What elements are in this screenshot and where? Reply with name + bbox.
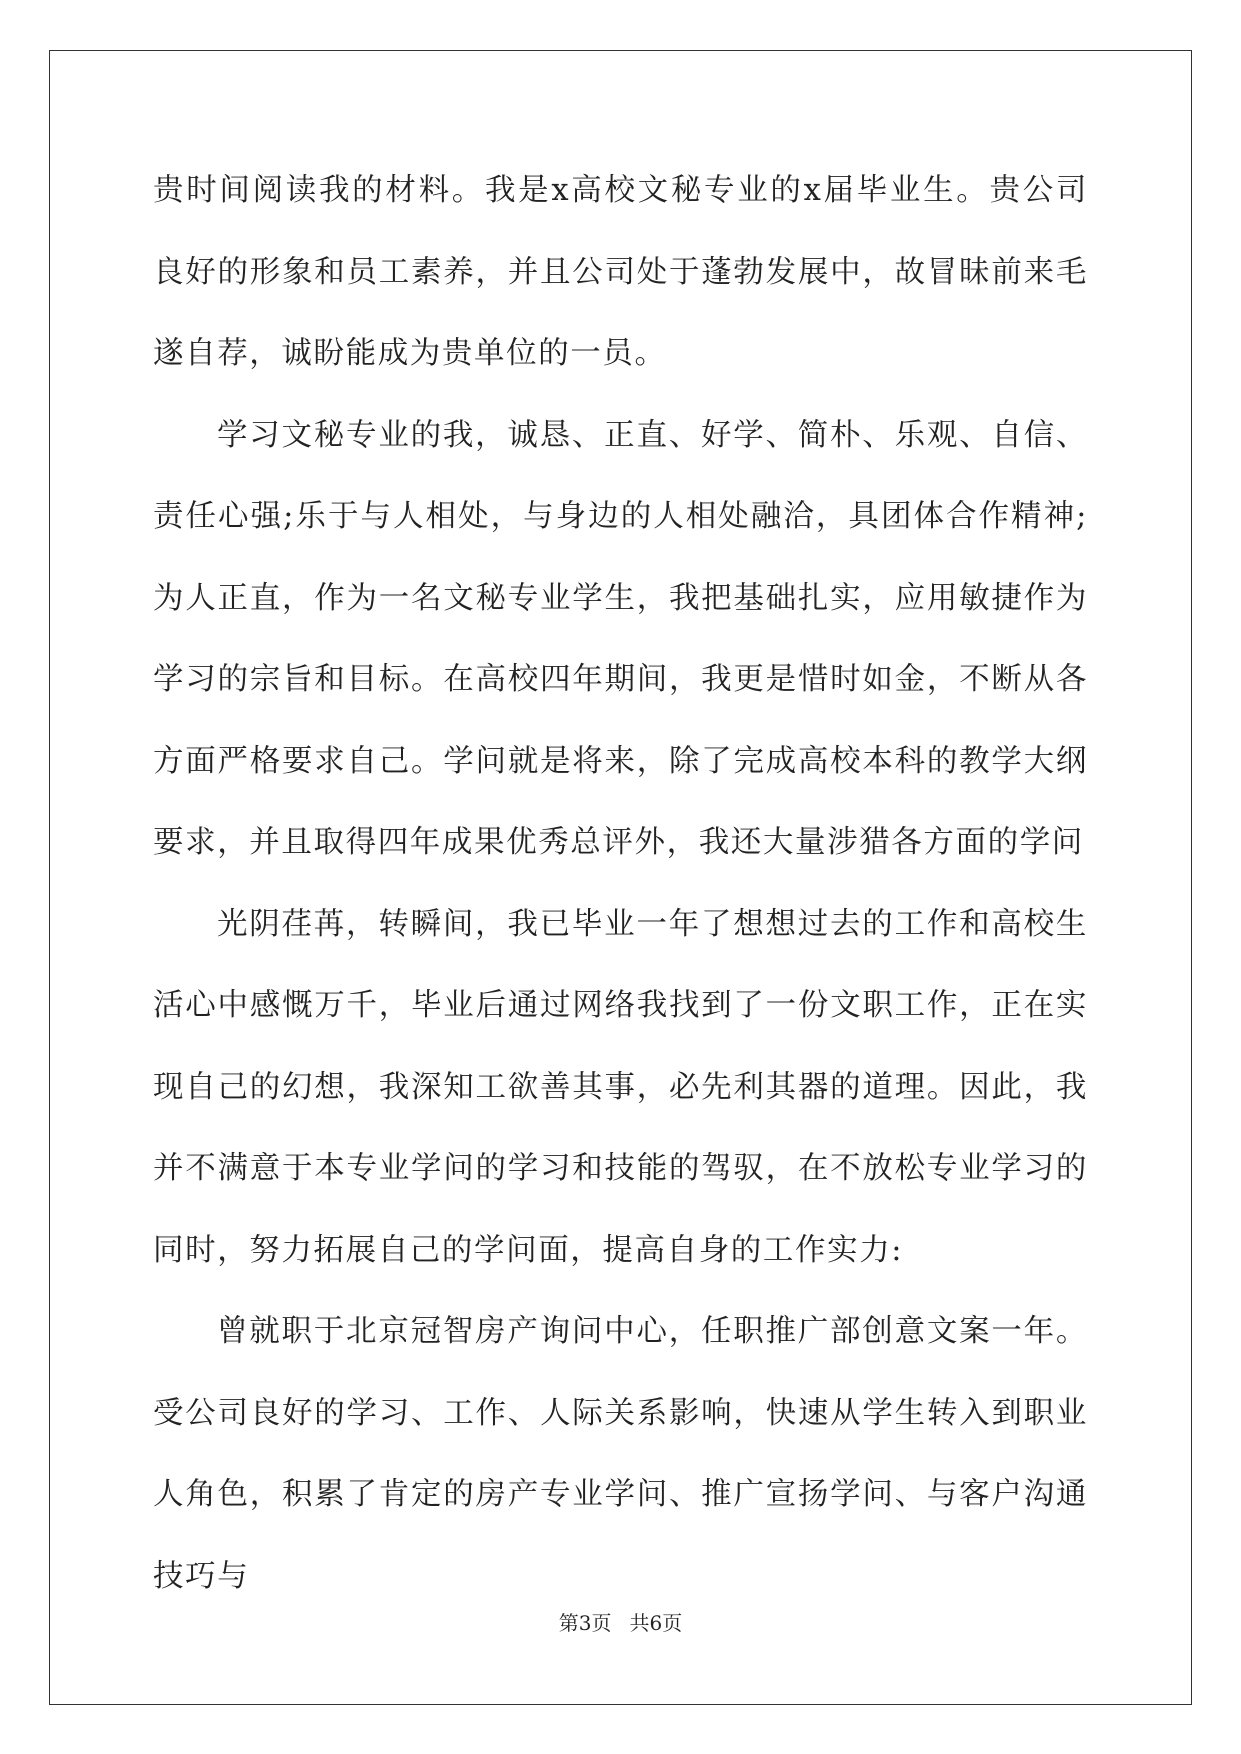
paragraph-1: 贵时间阅读我的材料。我是x高校文秘专业的x届毕业生。贵公司良好的形象和员工素养，并且公司处于蓬勃发展中，故冒昧前来毛遂自荐，诚盼能成为贵单位的一员。	[153, 173, 1088, 371]
paragraph-2: 学习文秘专业的我，诚恳、正直、好学、简朴、乐观、自信、责任心强;乐于与人相处，与身边的人相处融洽，具团体合作精神;为人正直，作为一名文秘专业学生，我把基础扎实，应用敏捷作为学习的宗旨和目标。在高校四年期间，我更是惜时如金，不断从各方面严格要求自己。学问就是将来，除了完成高校本科的教学大纲要求，并且取得四年成果优秀总评外，我还大量涉猎各方面的学问	[153, 417, 1088, 860]
paragraph-4: 曾就职于北京冠智房产询问中心，任职推广部创意文案一年。受公司良好的学习、工作、人际关系影响，快速从学生转入到职业人角色，积累了肯定的房产专业学问、推广宣扬学问、与客户沟通技巧与	[153, 1314, 1088, 1594]
paragraph-3: 光阴荏苒，转瞬间，我已毕业一年了想想过去的工作和高校生活心中感慨万千，毕业后通过网络我找到了一份文职工作，正在实现自己的幻想，我深知工欲善其事，必先利其器的道理。因此，我并不满意于本专业学问的学习和技能的驾驭，在不放松专业学习的同时，努力拓展自己的学问面，提高自身的工作实力:	[153, 906, 1088, 1268]
total-pages: 共6页	[629, 1611, 683, 1635]
page-footer	[0, 1607, 1241, 1636]
document-body	[153, 150, 1088, 1617]
page-number: 第3页	[558, 1611, 612, 1635]
